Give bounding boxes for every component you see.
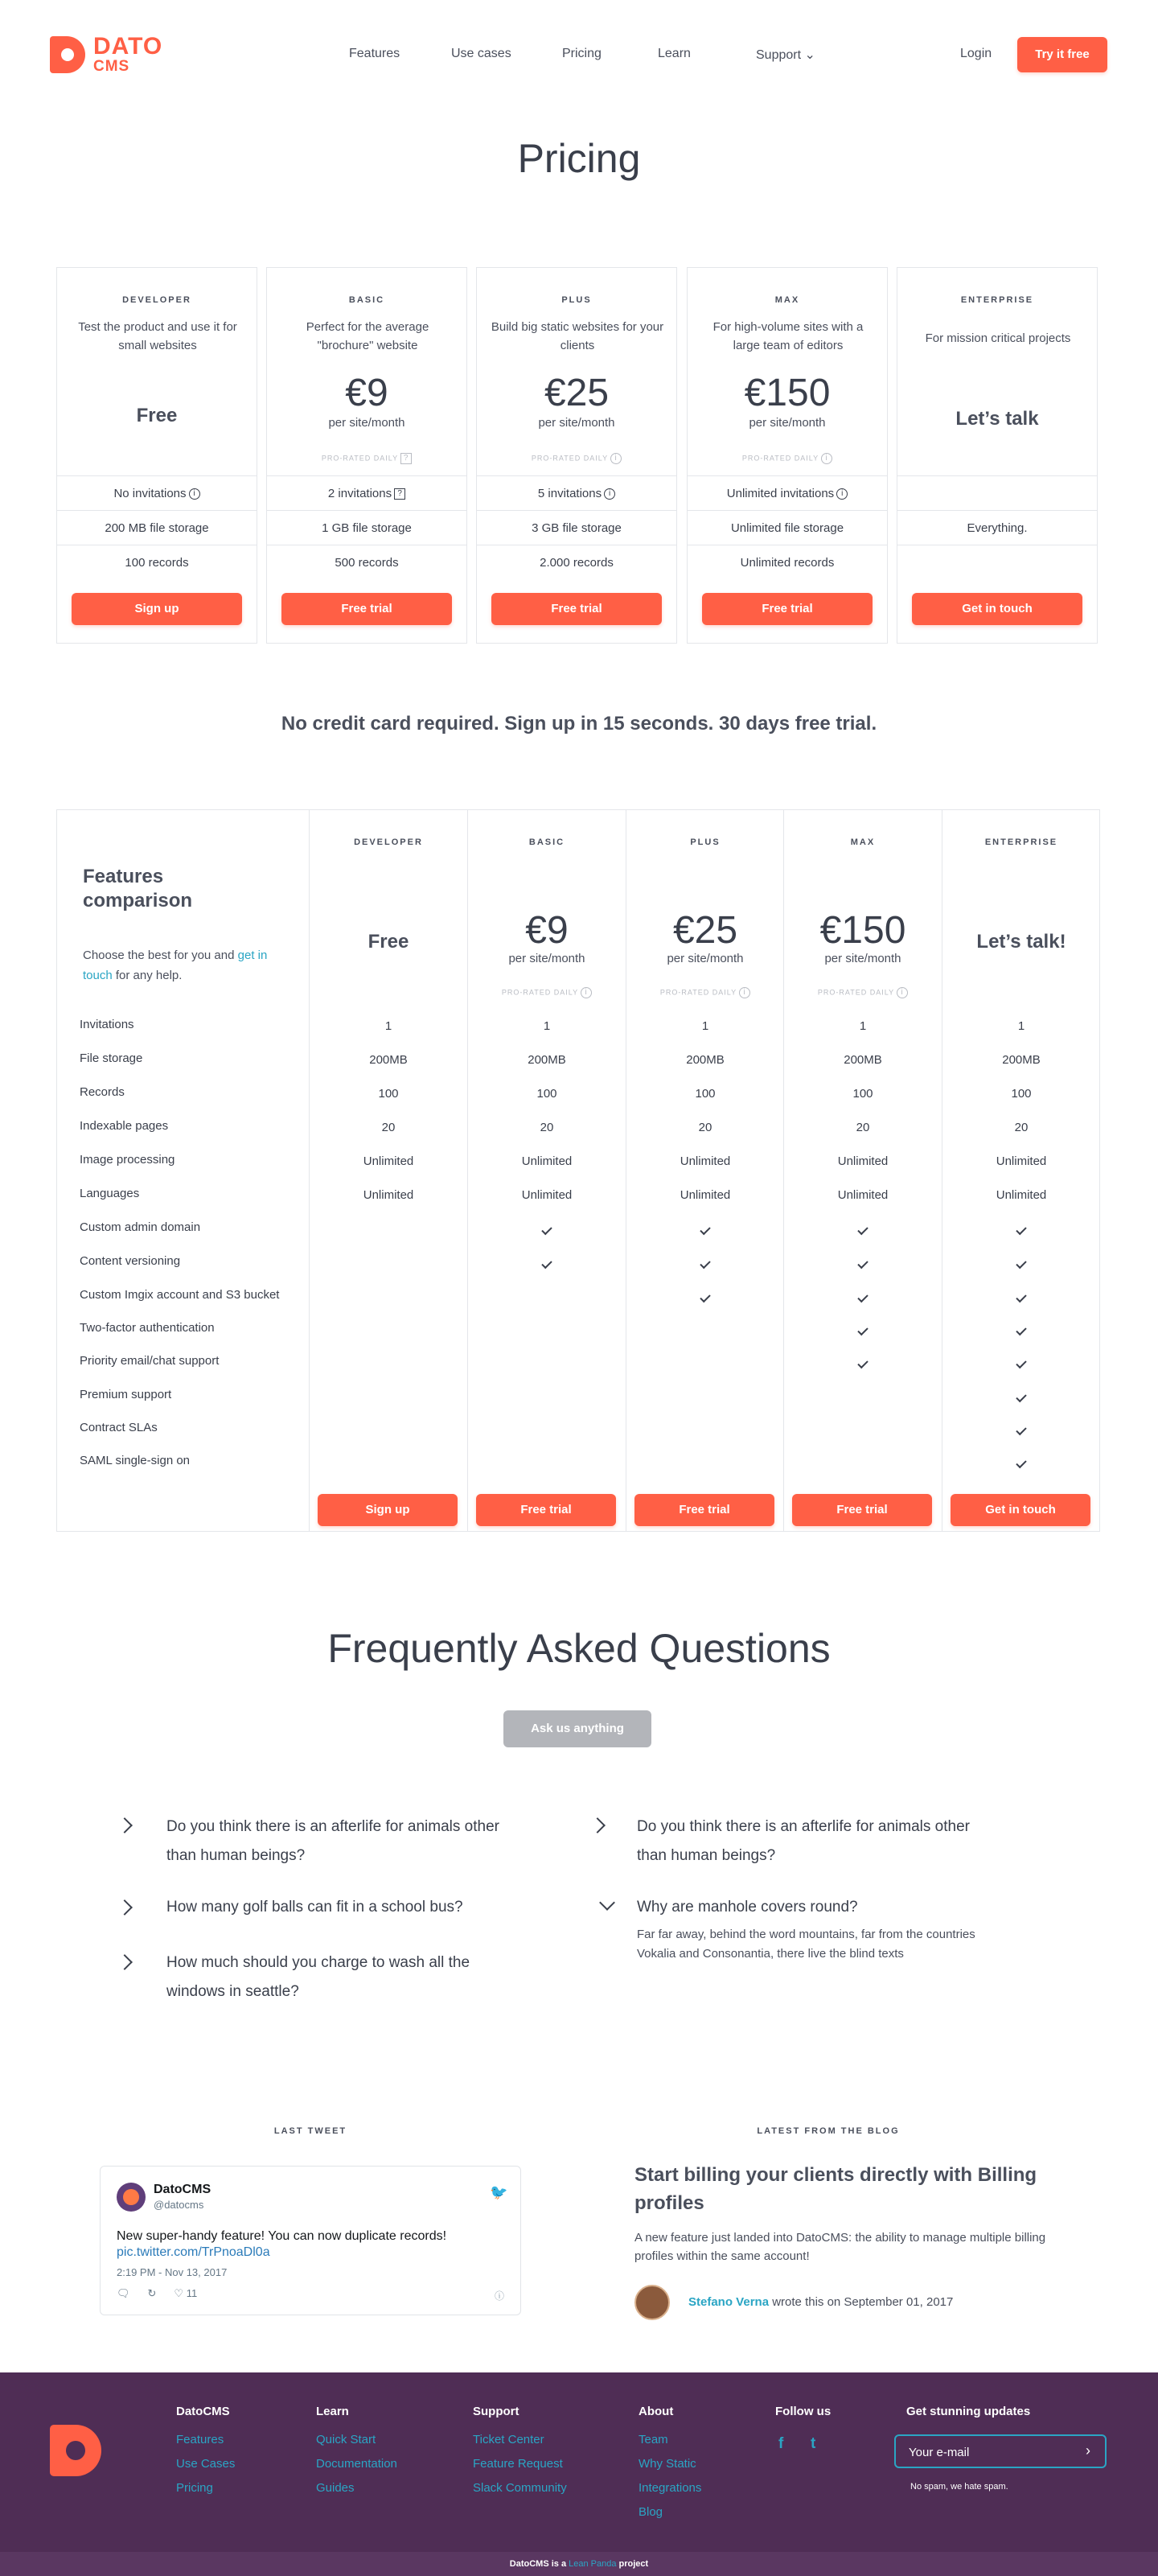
footer-link[interactable]: Use Cases <box>176 2457 236 2471</box>
info-icon[interactable]: i <box>897 987 908 998</box>
comparison-value: 1 <box>859 1019 867 1033</box>
twitter-icon[interactable]: t <box>811 2435 816 2452</box>
plan-tier: PLUS <box>561 295 592 305</box>
plan-price-label: Let’s talk <box>955 408 1039 430</box>
comparison-value: 20 <box>1014 1121 1029 1134</box>
check-icon <box>784 1256 942 1269</box>
feature-label: Records <box>80 1085 125 1099</box>
plan-records: Unlimited records <box>688 545 887 579</box>
plan-invitations <box>897 475 1097 510</box>
footer-heading: DatoCMS <box>176 2405 230 2418</box>
plan-price: €150 <box>744 372 831 414</box>
logo[interactable] <box>50 35 162 74</box>
prorated-label: PRO-RATED DAILY i <box>688 453 887 464</box>
footer-link[interactable]: Pricing <box>176 2481 213 2495</box>
faq-question[interactable]: Do you think there is an afterlife for animals other than human beings? <box>166 1818 499 1864</box>
prorated-label: PRO-RATED DAILY i <box>477 453 676 464</box>
get-in-touch-link[interactable]: get in touch <box>83 949 268 982</box>
feature-label: Invitations <box>80 1018 134 1031</box>
comparison-value: Unlimited <box>363 1188 414 1202</box>
comparison-value: Unlimited <box>996 1188 1047 1202</box>
plan-tier: ENTERPRISE <box>960 295 1034 305</box>
plan-cta-button[interactable]: Sign up <box>72 593 242 625</box>
footer-link[interactable]: Ticket Center <box>473 2433 544 2446</box>
footer-link[interactable]: Slack Community <box>473 2481 567 2495</box>
newsletter-heading: Get stunning updates <box>906 2405 1031 2418</box>
plan-records: 100 records <box>57 545 257 579</box>
comparison-value: 20 <box>698 1121 712 1134</box>
logo-icon <box>50 36 85 73</box>
info-icon[interactable]: i <box>581 987 592 998</box>
comparison-cta-button[interactable]: Get in touch <box>951 1494 1090 1526</box>
footer-link[interactable]: Features <box>176 2433 224 2446</box>
ask-us-anything-button[interactable]: Ask us anything <box>503 1710 651 1747</box>
comparison-price: €9 <box>525 909 569 952</box>
like-count: 11 <box>186 2287 198 2299</box>
comparison-value: 1 <box>384 1019 392 1033</box>
faq-title: Frequently Asked Questions <box>327 1626 831 1671</box>
check-icon <box>784 1356 942 1369</box>
comparison-price-label: Free <box>368 931 409 953</box>
check-icon <box>626 1290 784 1303</box>
check-icon <box>942 1256 1100 1269</box>
features-comparison-table <box>56 809 1100 1532</box>
plan-records: 500 records <box>267 545 466 579</box>
plan-card-developer <box>56 267 257 644</box>
chevron-right-icon[interactable] <box>117 1817 133 1833</box>
tweet-link[interactable]: pic.twitter.com/TrPnoaDl0a <box>117 2245 270 2259</box>
comparison-value: 100 <box>852 1087 873 1101</box>
comparison-cta-button[interactable]: Sign up <box>318 1494 458 1526</box>
tweet-avatar <box>117 2183 146 2212</box>
top-nav <box>0 0 1158 109</box>
plan-price: €9 <box>345 372 388 414</box>
plan-cta-button[interactable]: Free trial <box>491 593 662 625</box>
comparison-tier: ENTERPRISE <box>984 837 1058 847</box>
logo-text: DATO <box>93 33 163 60</box>
comparison-title: Features comparison <box>83 866 193 911</box>
author-avatar <box>634 2285 670 2320</box>
comparison-price: €25 <box>672 909 738 952</box>
comparison-value: 200MB <box>528 1053 566 1067</box>
nav-link-pricing[interactable]: Pricing <box>562 47 602 60</box>
plan-cta-button[interactable]: Get in touch <box>912 593 1082 625</box>
comparison-value: Unlimited <box>837 1188 889 1202</box>
faq-question[interactable]: How many golf balls can fit in a school bus? <box>166 1899 463 1916</box>
feature-label: Contract SLAs <box>80 1421 158 1434</box>
plan-cta-button[interactable]: Free trial <box>702 593 873 625</box>
plan-invitations: Unlimited invitations i <box>688 475 887 510</box>
chevron-right-icon[interactable] <box>589 1817 606 1833</box>
footer-logo-icon[interactable] <box>50 2425 101 2476</box>
faq-question[interactable]: Do you think there is an afterlife for animals other than human beings? <box>637 1818 970 1864</box>
plan-description: For high-volume sites with a large team of editors <box>712 320 864 352</box>
plan-storage: 1 GB file storage <box>267 510 466 545</box>
prorated-label: PRO-RATED DAILY i <box>626 987 784 998</box>
plan-invitations: No invitations i <box>57 475 257 510</box>
comparison-price: €150 <box>819 909 906 952</box>
comparison-column-developer <box>309 810 467 1531</box>
chevron-right-icon[interactable] <box>117 1899 133 1916</box>
email-input[interactable] <box>909 2443 1070 2461</box>
comparison-tier: DEVELOPER <box>354 837 423 847</box>
check-icon <box>784 1290 942 1303</box>
comparison-value: 200MB <box>844 1053 882 1067</box>
nav-link-use-cases[interactable]: Use cases <box>451 47 511 60</box>
comparison-column-max <box>783 810 942 1531</box>
comparison-period: per site/month <box>508 952 585 965</box>
blog-title[interactable]: Start billing your clients directly with Billing profiles <box>634 2164 1037 2214</box>
plan-invitations: 5 invitations i <box>477 475 676 510</box>
info-icon[interactable]: i <box>739 987 750 998</box>
reply-icon[interactable]: 🗨 <box>117 2287 130 2299</box>
plan-card-enterprise <box>897 267 1098 644</box>
comparison-value: Unlimited <box>363 1154 414 1168</box>
feature-label: Content versioning <box>80 1254 181 1268</box>
plan-card-plus <box>476 267 677 644</box>
plan-invitations: 2 invitations ? <box>267 475 466 510</box>
info-icon[interactable]: i <box>610 453 622 464</box>
plan-storage: 3 GB file storage <box>477 510 676 545</box>
like-icon[interactable]: ♡ 11 <box>174 2287 198 2299</box>
plan-description: Build big static websites for your clients <box>491 320 664 352</box>
blog-byline: Stefano Verna wrote this on September 01, 2017 <box>688 2295 954 2309</box>
submit-arrow-icon[interactable]: › <box>1086 2442 1090 2459</box>
comparison-value: 20 <box>856 1121 870 1134</box>
latest-blog-label: LATEST FROM THE BLOG <box>757 2126 900 2136</box>
footer-link[interactable]: Guides <box>316 2481 355 2495</box>
last-tweet-label: LAST TWEET <box>273 2126 347 2136</box>
check-icon <box>626 1222 784 1236</box>
comparison-column-enterprise <box>942 810 1100 1531</box>
comparison-cta-button[interactable]: Free trial <box>476 1494 616 1526</box>
question-icon[interactable]: ? <box>394 488 405 500</box>
plan-period: per site/month <box>749 416 826 430</box>
chevron-down-icon[interactable] <box>599 1895 615 1911</box>
feature-label: Priority email/chat support <box>80 1354 220 1368</box>
footer-heading: Support <box>473 2405 519 2418</box>
comparison-value: 200MB <box>369 1053 408 1067</box>
plan-price-label: Free <box>136 405 178 426</box>
plan-storage: 200 MB file storage <box>57 510 257 545</box>
plan-cta-button[interactable]: Free trial <box>281 593 452 625</box>
no-spam-note: No spam, we hate spam. <box>910 2482 1008 2492</box>
comparison-value: Unlimited <box>680 1188 731 1202</box>
tweet-date[interactable]: 2:19 PM - Nov 13, 2017 <box>117 2266 228 2278</box>
plan-storage: Everything. <box>897 510 1097 545</box>
footer-heading: Learn <box>316 2405 349 2418</box>
comparison-tier: PLUS <box>690 837 721 847</box>
nav-link-learn[interactable]: Learn <box>658 47 691 60</box>
plan-card-basic <box>266 267 467 644</box>
feature-label: Custom Imgix account and S3 bucket <box>80 1288 280 1302</box>
footer-link[interactable]: Team <box>639 2433 668 2446</box>
prorated-label: PRO-RATED DAILY i <box>784 987 942 998</box>
comparison-value: Unlimited <box>680 1154 731 1168</box>
comparison-value: 100 <box>536 1087 557 1101</box>
comparison-value: 1 <box>1017 1019 1025 1033</box>
tweet-actions <box>117 2287 197 2300</box>
comparison-value: Unlimited <box>837 1154 889 1168</box>
plan-description: Perfect for the average "brochure" website <box>306 320 429 352</box>
faq-question-open[interactable]: Why are manhole covers round? <box>637 1899 858 1916</box>
nav-link-support[interactable]: Support ⌄ <box>756 48 815 62</box>
tweet-handle[interactable]: @datocms <box>154 2199 204 2211</box>
check-icon <box>942 1222 1100 1236</box>
check-icon <box>942 1290 1100 1303</box>
retweet-icon[interactable]: ↻ <box>147 2287 157 2299</box>
plan-card-max <box>687 267 888 644</box>
comparison-column-plus <box>626 810 784 1531</box>
comparison-value: 200MB <box>686 1053 725 1067</box>
plan-period: per site/month <box>328 416 405 430</box>
check-icon <box>784 1323 942 1336</box>
footer-link[interactable]: Blog <box>639 2505 663 2519</box>
footer-link[interactable]: Integrations <box>639 2481 702 2495</box>
check-icon <box>942 1323 1100 1336</box>
info-icon[interactable]: i <box>189 488 200 500</box>
check-icon <box>942 1356 1100 1369</box>
plan-records <box>897 545 1097 579</box>
info-icon[interactable]: i <box>836 488 848 500</box>
footer-link[interactable]: Why Static <box>639 2457 696 2471</box>
try-it-free-button[interactable]: Try it free <box>1017 37 1107 72</box>
comparison-value: Unlimited <box>521 1188 573 1202</box>
page-title: Pricing <box>517 136 641 181</box>
facebook-icon[interactable]: f <box>778 2435 784 2452</box>
plan-storage: Unlimited file storage <box>688 510 887 545</box>
comparison-value: 20 <box>540 1121 554 1134</box>
tweet-card[interactable] <box>100 2166 521 2315</box>
comparison-value: 1 <box>543 1019 551 1033</box>
comparison-cta-button[interactable]: Free trial <box>792 1494 932 1526</box>
prorated-label: PRO-RATED DAILY i <box>468 987 626 998</box>
plan-description: Test the product and use it for small websites <box>78 320 237 352</box>
comparison-price-label: Let’s talk! <box>976 931 1066 953</box>
nav-link-features[interactable]: Features <box>349 47 400 60</box>
check-icon <box>626 1256 784 1269</box>
lean-panda-link[interactable]: Lean Panda <box>569 2559 617 2569</box>
feature-label: SAML single-sign on <box>80 1454 191 1467</box>
comparison-value: 1 <box>701 1019 709 1033</box>
footer-link[interactable]: Documentation <box>316 2457 397 2471</box>
faq-answer: Far far away, behind the word mountains, far from the countries Vokalia and Consonantia, there live the blind texts <box>637 1928 975 1961</box>
info-icon[interactable]: ⓘ <box>495 2290 505 2302</box>
login-link[interactable]: Login <box>960 47 992 60</box>
chevron-right-icon[interactable] <box>117 1954 133 1970</box>
info-icon[interactable]: i <box>604 488 615 500</box>
plan-tier: DEVELOPER <box>122 295 191 305</box>
feature-label: Premium support <box>80 1388 172 1401</box>
prorated-label: PRO-RATED DAILY ? <box>267 453 466 464</box>
plan-description: For mission critical projects <box>925 331 1071 345</box>
plan-tier: BASIC <box>348 295 385 305</box>
tweet-text: New super-handy feature! You can now duplicate records! <box>117 2229 447 2243</box>
footer-bottom-bar: DatoCMS is a Lean Panda project <box>0 2552 1158 2576</box>
check-icon <box>942 1455 1100 1469</box>
footer-link[interactable]: Feature Request <box>473 2457 563 2471</box>
feature-label: File storage <box>80 1051 143 1065</box>
author-link[interactable]: Stefano Verna <box>688 2295 770 2309</box>
info-icon[interactable]: i <box>821 453 832 464</box>
comparison-tier: MAX <box>850 837 876 847</box>
comparison-value: 100 <box>695 1087 716 1101</box>
comparison-value: Unlimited <box>996 1154 1047 1168</box>
faq-question[interactable]: How much should you charge to wash all the windows in seattle? <box>166 1954 470 2000</box>
follow-us-heading: Follow us <box>775 2405 832 2418</box>
twitter-bird-icon[interactable]: 🐦 <box>490 2184 508 2200</box>
footer-link[interactable]: Quick Start <box>316 2433 376 2446</box>
comparison-period: per site/month <box>667 952 744 965</box>
comparison-help: Choose the best for you and get in touch for any help. <box>83 949 268 982</box>
comparison-period: per site/month <box>824 952 901 965</box>
footer <box>0 2372 1158 2552</box>
comparison-value: 20 <box>381 1121 396 1134</box>
feature-label: Image processing <box>80 1153 175 1167</box>
tweet-author[interactable]: DatoCMS <box>154 2183 211 2196</box>
comparison-value: 100 <box>1011 1087 1032 1101</box>
tagline: No credit card required. Sign up in 15 seconds. 30 days free trial. <box>281 713 877 735</box>
logo-subtext: CMS <box>93 58 130 75</box>
comparison-value: 200MB <box>1002 1053 1041 1067</box>
blog-description: A new feature just landed into DatoCMS: the ability to manage multiple billing profiles within the same account! <box>634 2231 1046 2263</box>
plan-tier: MAX <box>774 295 800 305</box>
feature-label: Two-factor authentication <box>80 1321 215 1335</box>
check-icon <box>942 1422 1100 1436</box>
check-icon <box>784 1222 942 1236</box>
comparison-value: Unlimited <box>521 1154 573 1168</box>
feature-label: Indexable pages <box>80 1119 169 1133</box>
comparison-column-basic <box>467 810 626 1531</box>
comparison-value: 100 <box>378 1087 399 1101</box>
footer-heading: About <box>639 2405 674 2418</box>
feature-label: Languages <box>80 1187 140 1200</box>
comparison-tier: BASIC <box>528 837 565 847</box>
plan-records: 2.000 records <box>477 545 676 579</box>
question-icon[interactable]: ? <box>400 453 412 464</box>
plan-period: per site/month <box>538 416 615 430</box>
comparison-cta-button[interactable]: Free trial <box>634 1494 774 1526</box>
check-icon <box>468 1256 626 1269</box>
check-icon <box>942 1389 1100 1403</box>
feature-label: Custom admin domain <box>80 1220 201 1234</box>
plan-price: €25 <box>544 372 610 414</box>
newsletter-form <box>894 2434 1107 2468</box>
check-icon <box>468 1222 626 1236</box>
